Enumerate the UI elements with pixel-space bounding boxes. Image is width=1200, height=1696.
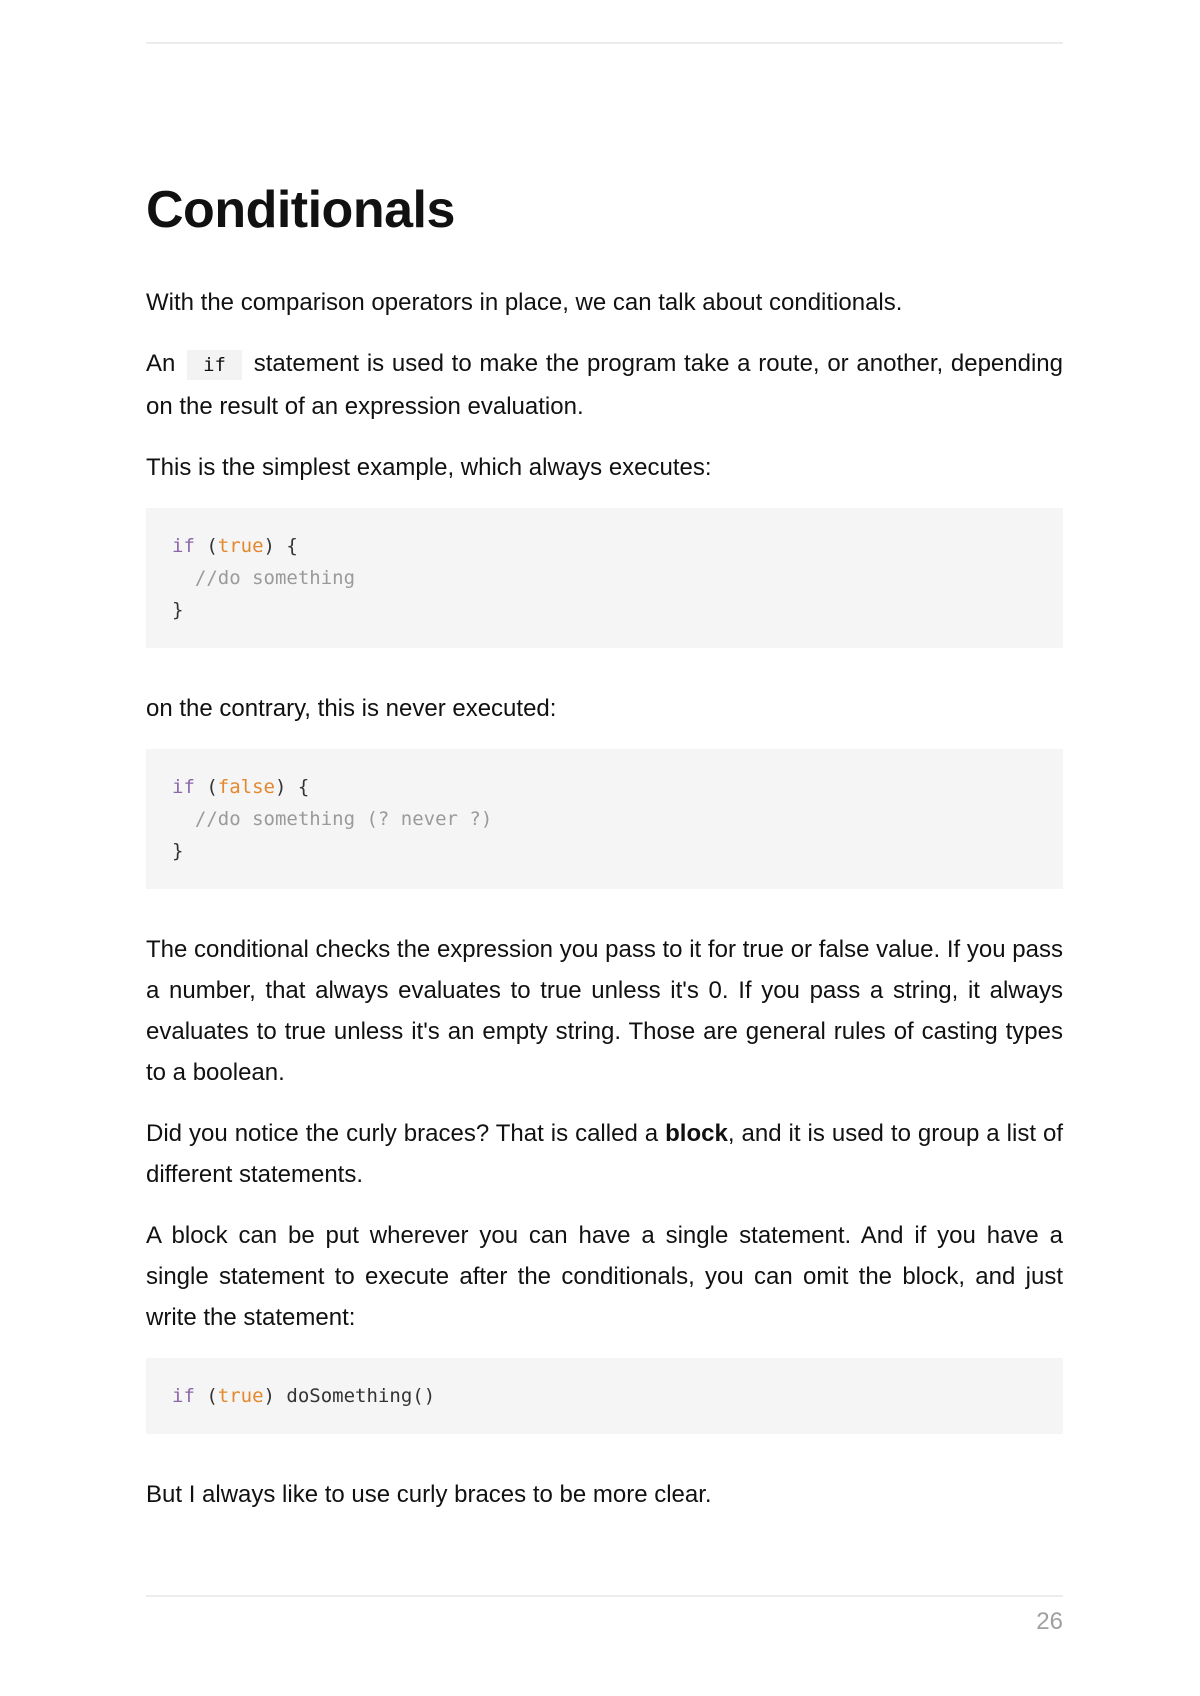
code-literal: true: [217, 1385, 264, 1407]
paragraph-simplest-example: This is the simplest example, which always executes:: [146, 454, 712, 481]
text-segment: An: [146, 350, 184, 377]
code-block-never: [146, 749, 1063, 889]
code-punctuation: (: [194, 776, 218, 798]
code-block-single-line: [146, 1358, 1063, 1434]
paragraph-single-statement: A block can be put wherever you can have a single statement. And if you have a single statement to execute after the conditionals, you can omit the block, and just write the statement:: [146, 1222, 1063, 1331]
code-keyword: if: [172, 776, 195, 798]
bold-term-block: block: [665, 1120, 728, 1147]
code-punctuation: }: [172, 840, 184, 862]
paragraph-block: [146, 1113, 1063, 1195]
paragraph-intro: With the comparison operators in place, we can talk about conditionals.: [146, 289, 903, 316]
code-punctuation: ) doSomething(): [263, 1385, 436, 1407]
code-literal: false: [217, 776, 275, 798]
code-punctuation: }: [172, 599, 184, 621]
page: [146, 0, 1063, 1696]
code-literal: true: [217, 535, 264, 557]
code-block-always: [146, 508, 1063, 648]
code-keyword: if: [172, 1385, 195, 1407]
text-segment: statement is used to make the program take a route, or another, depending on the result of an expression evaluation.: [146, 350, 1063, 420]
code-punctuation: (: [194, 535, 218, 557]
code-keyword: if: [172, 535, 195, 557]
page-title: Conditionals: [146, 181, 455, 239]
page-number: 26: [1036, 1608, 1063, 1635]
paragraph-truthiness: The conditional checks the expression you pass to it for true or false value. If you pass a number, that always evaluates to true unless it's 0. If you pass a string, it always evaluates to true unless it's an empty string. Those are general rules of casting types to a boolean.: [146, 936, 1063, 1086]
inline-code-if: if: [187, 350, 242, 380]
content: [146, 178, 1063, 1535]
code-punctuation: (: [194, 1385, 218, 1407]
bottom-divider: [146, 1595, 1063, 1597]
code-punctuation: ) {: [274, 776, 310, 798]
code-comment: //do something: [172, 567, 356, 589]
text-segment: , and it is used to group a list of different statements.: [146, 1120, 1063, 1188]
text-segment: Did you notice the curly braces? That is called a: [146, 1120, 666, 1147]
code-comment: //do something (? never ?): [172, 808, 493, 830]
paragraph-if-statement: [146, 343, 1063, 427]
paragraph-closing: But I always like to use curly braces to be more clear.: [146, 1481, 712, 1508]
top-divider: [146, 42, 1063, 44]
code-punctuation: ) {: [263, 535, 298, 557]
paragraph-never-executed: on the contrary, this is never executed:: [146, 695, 557, 722]
